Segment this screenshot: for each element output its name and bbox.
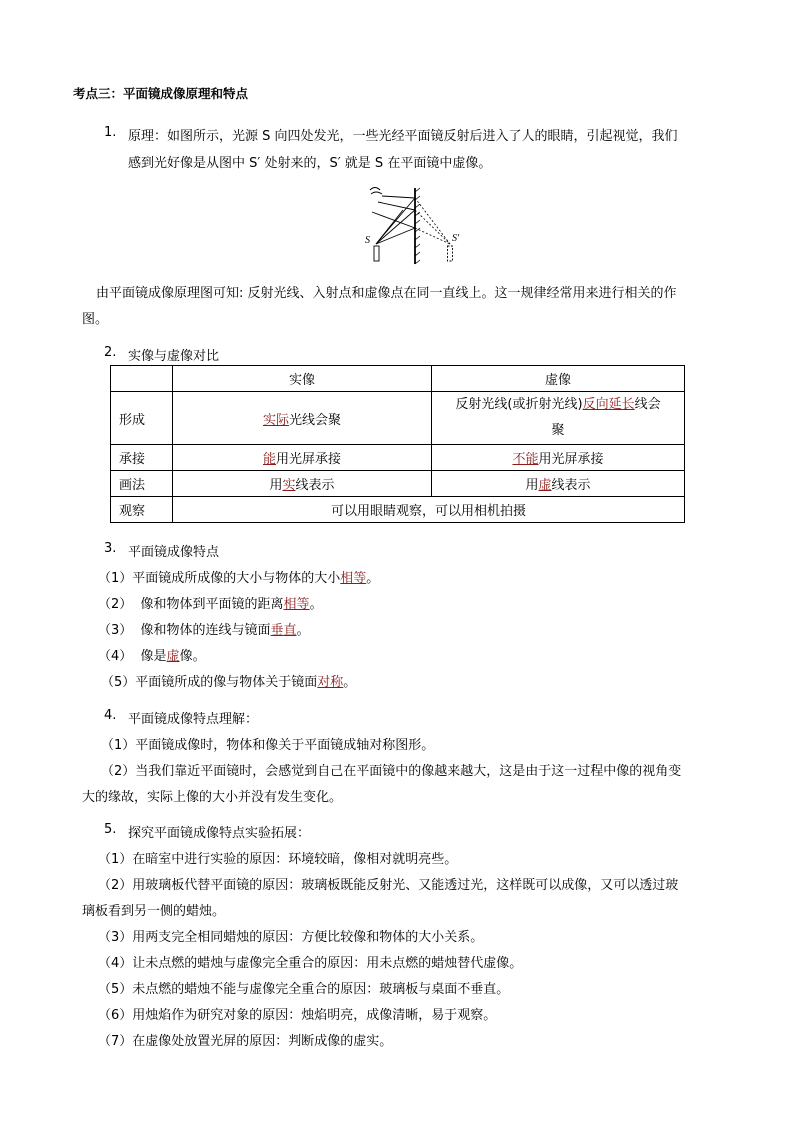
p3-number: 3. <box>104 541 117 556</box>
cell-observation: 可以用眼睛观察，可以用相机拍摄 <box>173 497 685 523</box>
row-label-formation: 形成 <box>111 392 173 445</box>
text-virtual-receiving: 用光屏承接 <box>538 452 604 467</box>
mirror-figure <box>358 182 468 267</box>
text-virtual-formation-post: 线会 <box>634 397 661 412</box>
p3-text: 平面镜成像特点 <box>128 545 220 560</box>
table-row <box>111 471 685 497</box>
hl-real-formation: 实际 <box>262 412 289 428</box>
p1-number: 1. <box>104 125 117 140</box>
p2-number: 2. <box>104 345 117 360</box>
hl-virtual-formation: 反向延长 <box>582 397 635 412</box>
candle-image <box>448 246 453 261</box>
table-row <box>111 445 685 471</box>
list-item: （5）平面镜所成的像与物体关于镜面对称。 <box>101 675 357 690</box>
list-item: （7）在虚像处放置光屏的原因：判断成像的虚实。 <box>98 1034 393 1049</box>
p1-note-line2: 图。 <box>82 312 109 327</box>
table-row <box>111 497 685 523</box>
cell-real-receiving <box>173 445 432 471</box>
text-virtual-drawing-pre: 用 <box>525 478 539 493</box>
text-real-formation: 光线会聚 <box>289 412 342 428</box>
s-prime-label: S′ <box>452 233 460 244</box>
row-label-observation: 观察 <box>111 497 173 523</box>
list-item-continued: 璃板看到另一侧的蜡烛。 <box>82 904 226 919</box>
cell-virtual-formation <box>432 392 685 445</box>
hl-virtual-drawing: 虚 <box>538 478 552 493</box>
list-item: （2） 像和物体到平面镜的距离相等。 <box>98 597 323 612</box>
virtual-extensions <box>415 198 450 244</box>
list-item: （4）让未点燃的蜡烛与虚像完全重合的原因：用未点燃的蜡烛替代虚像。 <box>98 956 523 971</box>
cell-virtual-receiving <box>432 445 685 471</box>
section-title: 考点三：平面镜成像原理和特点 <box>73 86 249 101</box>
text-real-drawing-pre: 用 <box>269 478 283 493</box>
list-item: （1）平面镜成像时，物体和像关于平面镜成轴对称图形。 <box>101 738 435 753</box>
p1-line1: 原理：如图所示，光源 S 向四处发光，一些光经平面镜反射后进入了人的眼睛，引起视觉，我们 <box>128 129 678 144</box>
hl-virtual-receiving: 不能 <box>512 452 539 467</box>
header-real-image: 实像 <box>173 366 432 392</box>
cell-real-drawing <box>173 471 432 497</box>
row-label-drawing: 画法 <box>111 471 173 497</box>
p2-text: 实像与虚像对比 <box>128 349 220 364</box>
table-corner <box>111 366 173 392</box>
p4-number: 4. <box>104 708 117 723</box>
list-item: （2）当我们靠近平面镜时，会感觉到自己在平面镜中的像越来越大，这是由于这一过程中像的视角变 <box>101 764 682 779</box>
table-header-row <box>111 366 685 392</box>
list-item: （1）在暗室中进行实验的原因：环境较暗，像相对就明亮些。 <box>98 852 458 867</box>
candle-object <box>374 246 379 261</box>
comparison-table <box>110 365 685 523</box>
list-item: （3）用两支完全相同蜡烛的原因：方便比较像和物体的大小关系。 <box>98 930 484 945</box>
p4-text: 平面镜成像特点理解： <box>128 712 259 727</box>
hl-real-drawing: 实 <box>282 478 296 493</box>
list-item: （2）用玻璃板代替平面镜的原因：玻璃板既能反射光、又能透过光，这样既可以成像，又可以透过玻 <box>98 878 679 893</box>
text-virtual-drawing: 线表示 <box>551 478 591 493</box>
list-item: （5）未点燃的蜡烛不能与虚像完全重合的原因：玻璃板与桌面不垂直。 <box>98 982 510 997</box>
text-real-drawing: 线表示 <box>295 478 335 493</box>
header-virtual-image: 虚像 <box>432 366 685 392</box>
text-virtual-formation-pre: 反射光线(或折射光线) <box>455 397 583 412</box>
table-row <box>111 392 685 445</box>
list-item: （3） 像和物体的连线与镜面垂直。 <box>98 623 310 638</box>
hl-real-receiving: 能 <box>262 452 276 467</box>
s-label: S <box>365 235 370 246</box>
p5-number: 5. <box>104 822 117 837</box>
cell-virtual-drawing <box>432 471 685 497</box>
text-real-receiving: 用光屏承接 <box>276 452 342 467</box>
text-virtual-formation-line2: 聚 <box>551 423 565 438</box>
list-item-continued: 大的缘故，实际上像的大小并没有发生变化。 <box>82 790 343 805</box>
row-label-receiving: 承接 <box>111 445 173 471</box>
list-item: （1）平面镜成所成像的大小与物体的大小相等。 <box>98 571 380 586</box>
p1-line2: 感到光好像是从图中 S′ 处射来的，S′ 就是 S 在平面镜中虚像。 <box>128 156 492 171</box>
list-item: （6）用烛焰作为研究对象的原因：烛焰明亮，成像清晰，易于观察。 <box>98 1008 497 1023</box>
list-item: （4） 像是虚像。 <box>98 649 206 664</box>
eye-icon <box>370 188 382 195</box>
p1-note-line1: 由平面镜成像原理图可知: 反射光线、入射点和虚像点在同一直线上。这一规律经常用来进行相关的作 <box>96 286 677 301</box>
cell-real-formation <box>173 392 432 445</box>
p5-text: 探究平面镜成像特点实验拓展： <box>128 826 311 841</box>
